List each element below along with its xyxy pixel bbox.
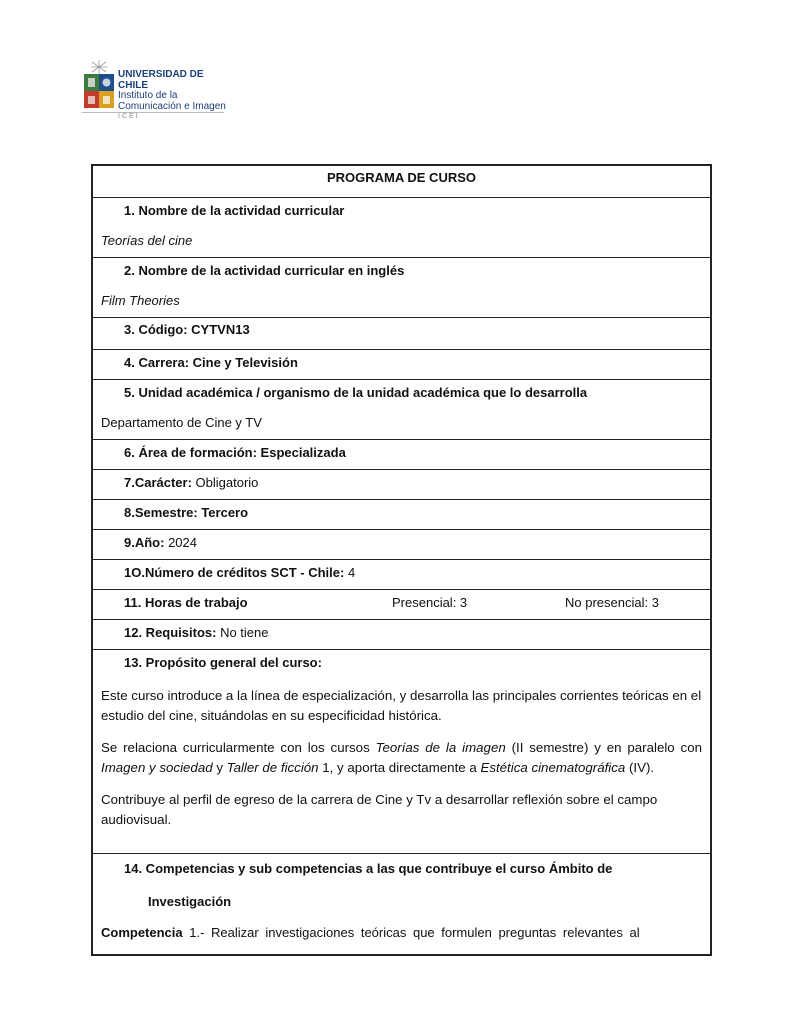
section-8-heading: 8.Semestre: Tercero [124, 505, 249, 520]
competencia-label: Competencia [101, 925, 183, 940]
section-11-presencial: Presencial: 3 [392, 595, 468, 610]
section-6 [93, 440, 710, 470]
section-12-value: No tiene [216, 625, 269, 640]
section-2 [93, 258, 710, 318]
logo-institute-2: Comunicación e Imagen [118, 100, 226, 112]
section-4 [93, 350, 710, 380]
section-2-value: Film Theories [101, 293, 180, 308]
section-3-heading: 3. Código: CYTVN13 [124, 322, 250, 337]
section-1-heading: 1. Nombre de la actividad curricular [124, 203, 345, 218]
section-10-label: 1O.Número de créditos SCT - Chile: [124, 565, 345, 580]
section-1 [93, 198, 710, 258]
logo-university: UNIVERSIDAD DE CHILE [118, 69, 204, 91]
section-14-heading-2: Investigación [148, 894, 232, 909]
program-title: PROGRAMA DE CURSO [93, 166, 710, 198]
section-14-competencia [93, 909, 710, 940]
shield-icon [82, 58, 116, 110]
section-11 [93, 590, 710, 620]
logo-acronym: ICEI [118, 113, 140, 120]
section-11-no-presencial: No presencial: 3 [565, 595, 659, 610]
section-13-heading: 13. Propósito general del curso: [124, 655, 322, 670]
section-5-heading: 5. Unidad académica / organismo de la unidad académica que lo desarrolla [124, 385, 588, 400]
section-7 [93, 470, 710, 500]
section-9-value: 2024 [164, 535, 197, 550]
section-3 [93, 318, 710, 350]
section-6-heading: 6. Área de formación: Especializada [124, 445, 346, 460]
section-7-label: 7.Carácter: [124, 475, 192, 490]
section-1-value: Teorías del cine [101, 233, 193, 248]
section-5 [93, 380, 710, 440]
section-13-paragraph-2: Se relaciona curricularmente con los cursos Teorías de la imagen (II semestre) y en paralelo con Imagen y sociedad y Taller de ficción 1, y aporta directamente a Estética cinematográfica (IV). [101, 740, 702, 775]
competencia-text: 1.- Realizar investigaciones teóricas que formulen preguntas relevantes al [182, 925, 640, 940]
section-14-heading: 14. Competencias y sub competencias a las que contribuye el curso Ámbito de [124, 861, 613, 876]
program-table [91, 164, 712, 956]
logo-divider [82, 112, 224, 113]
section-14 [93, 854, 710, 954]
logo-institute-1: Instituto de la [118, 90, 178, 101]
section-4-heading: 4. Carrera: Cine y Televisión [124, 355, 298, 370]
section-2-heading: 2. Nombre de la actividad curricular en inglés [124, 263, 405, 278]
university-logo [80, 44, 230, 120]
section-12-label: 12. Requisitos: [124, 625, 217, 640]
logo-text [118, 70, 230, 123]
section-9 [93, 530, 710, 560]
section-7-value: Obligatorio [191, 475, 259, 490]
section-10-value: 4 [344, 565, 356, 580]
section-11-heading: 11. Horas de trabajo [124, 595, 248, 610]
section-12 [93, 620, 710, 650]
section-13-paragraph-3: Contribuye al perfil de egreso de la carrera de Cine y Tv a desarrollar reflexión sobre el campo audiovisual. [101, 792, 658, 827]
section-5-value: Departamento de Cine y TV [101, 415, 262, 430]
section-8 [93, 500, 710, 530]
section-10 [93, 560, 710, 590]
section-13-paragraph-1: Este curso introduce a la línea de especialización, y desarrolla las principales corrientes teóricas en el estudio del cine, situándolas en su especificidad histórica. [101, 688, 702, 723]
section-13 [93, 650, 710, 854]
section-9-label: 9.Año: [124, 535, 165, 550]
